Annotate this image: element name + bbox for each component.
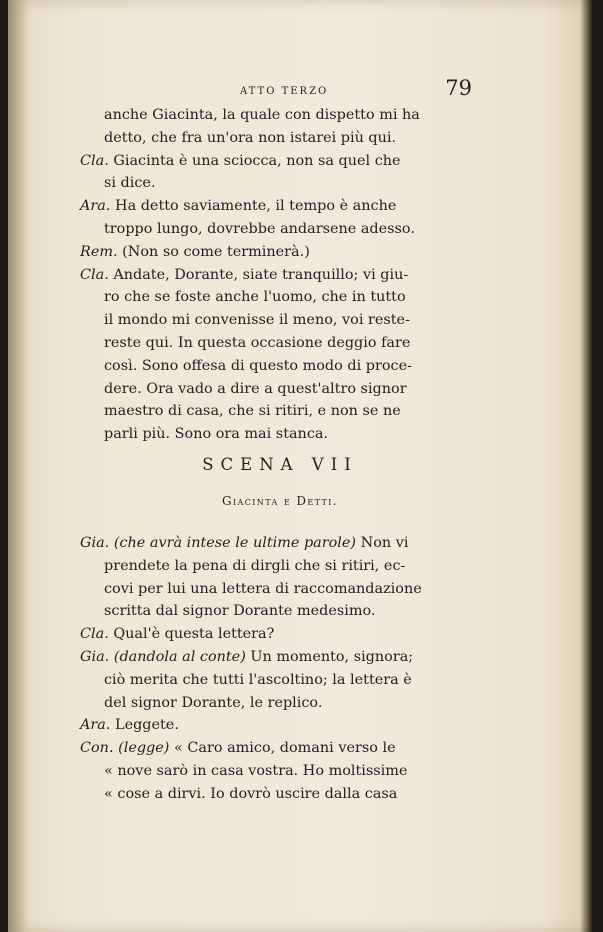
line-text: anche Giacinta, la quale con dispetto mi ha — [104, 107, 420, 123]
text-line — [104, 764, 407, 778]
stage-direction: (dandola al conte) — [113, 649, 246, 665]
line-text: ro che se foste anche l'uomo, che in tutto — [104, 289, 406, 306]
line-text: prendete la pena di dirgli che si ritiri, ec- — [104, 557, 406, 574]
text-line — [104, 604, 376, 618]
text-line — [104, 131, 396, 145]
text-line — [104, 382, 407, 396]
line-text: « nove sarò in casa vostra. Ho moltissime — [104, 763, 408, 779]
text-line — [80, 650, 413, 664]
running-header — [240, 76, 490, 110]
text-line — [104, 313, 410, 327]
text-line — [104, 696, 322, 710]
line-text: reste qui. In questa occasione deggio fare — [104, 335, 411, 351]
text-line — [80, 154, 401, 168]
text-line — [104, 222, 415, 236]
speaker-name: Rem. — [80, 243, 118, 260]
speaker-name: Cla. — [80, 152, 109, 169]
line-text: Ha detto saviamente, il tempo è anche — [115, 198, 397, 215]
line-text: covi per lui una lettera di raccomandazione — [104, 580, 422, 597]
line-text: scritta dal signor Dorante medesimo. — [104, 603, 376, 620]
page-number: 79 — [445, 76, 472, 100]
text-line — [104, 559, 405, 573]
text-line — [104, 359, 412, 373]
text-line — [80, 199, 396, 213]
line-text: troppo lungo, dovrebbe andarsene adesso. — [104, 221, 415, 237]
speaker-name: Con. — [80, 740, 114, 757]
text-line — [104, 336, 410, 350]
stage-direction: (che avrà intese le ultime parole) — [113, 535, 357, 551]
text-line — [104, 290, 406, 304]
text-line — [104, 176, 156, 190]
speaker-name: Ara. — [80, 198, 111, 215]
speaker-name: Cla. — [80, 626, 109, 643]
line-text: così. Sono offesa di questo modo di proce- — [104, 357, 412, 374]
text-line — [80, 536, 408, 550]
text-line — [104, 673, 412, 687]
text-line — [80, 627, 274, 641]
line-text: Giacinta è una sciocca, non sa quel che — [113, 152, 401, 169]
scene-cast: Giacinta e Detti. — [221, 494, 338, 508]
text-line — [104, 427, 328, 441]
line-text: Qual'è questa lettera? — [113, 626, 275, 643]
line-text: del signor Dorante, le replico. — [104, 694, 323, 711]
line-text: parli più. Sono ora mai stanca. — [104, 426, 329, 443]
line-text: (Non so come terminerà.) — [122, 243, 310, 260]
speaker-name: Ara. — [80, 717, 111, 734]
text-line — [80, 245, 310, 259]
line-text: Non vi — [360, 535, 409, 551]
speaker-name: Gia. — [80, 535, 110, 551]
speaker-name: Cla. — [80, 266, 109, 283]
text-line — [104, 787, 397, 801]
text-line — [104, 404, 401, 418]
text-line — [80, 268, 408, 282]
line-text: Un momento, signora; — [250, 649, 414, 665]
line-text: dere. Ora vado a dire a quest'altro signor — [104, 380, 407, 397]
stage-direction: (legge) — [118, 740, 170, 757]
line-text: si dice. — [104, 175, 156, 192]
line-text: « Caro amico, domani verso le — [173, 740, 396, 757]
text-line — [80, 718, 179, 732]
line-text: ciò merita che tutti l'ascoltino; la lettera è — [104, 671, 412, 688]
running-title: ATTO TERZO — [240, 86, 329, 97]
text-line — [104, 582, 422, 596]
line-text: « cose a dirvi. Io dovrò uscire dalla casa — [104, 785, 398, 802]
line-text: Leggete. — [115, 717, 179, 734]
text-line — [104, 108, 420, 122]
speaker-name: Gia. — [80, 649, 110, 665]
line-text: il mondo mi convenisse il meno, voi reste- — [104, 312, 410, 329]
text-line — [80, 741, 396, 755]
line-text: Andate, Dorante, siate tranquillo; vi giu- — [113, 266, 409, 283]
scene-heading: SCENA VII — [202, 455, 358, 474]
line-text: maestro di casa, che si ritiri, e non se ne — [104, 403, 401, 420]
line-text: detto, che fra un'ora non istarei più qui. — [104, 129, 397, 146]
